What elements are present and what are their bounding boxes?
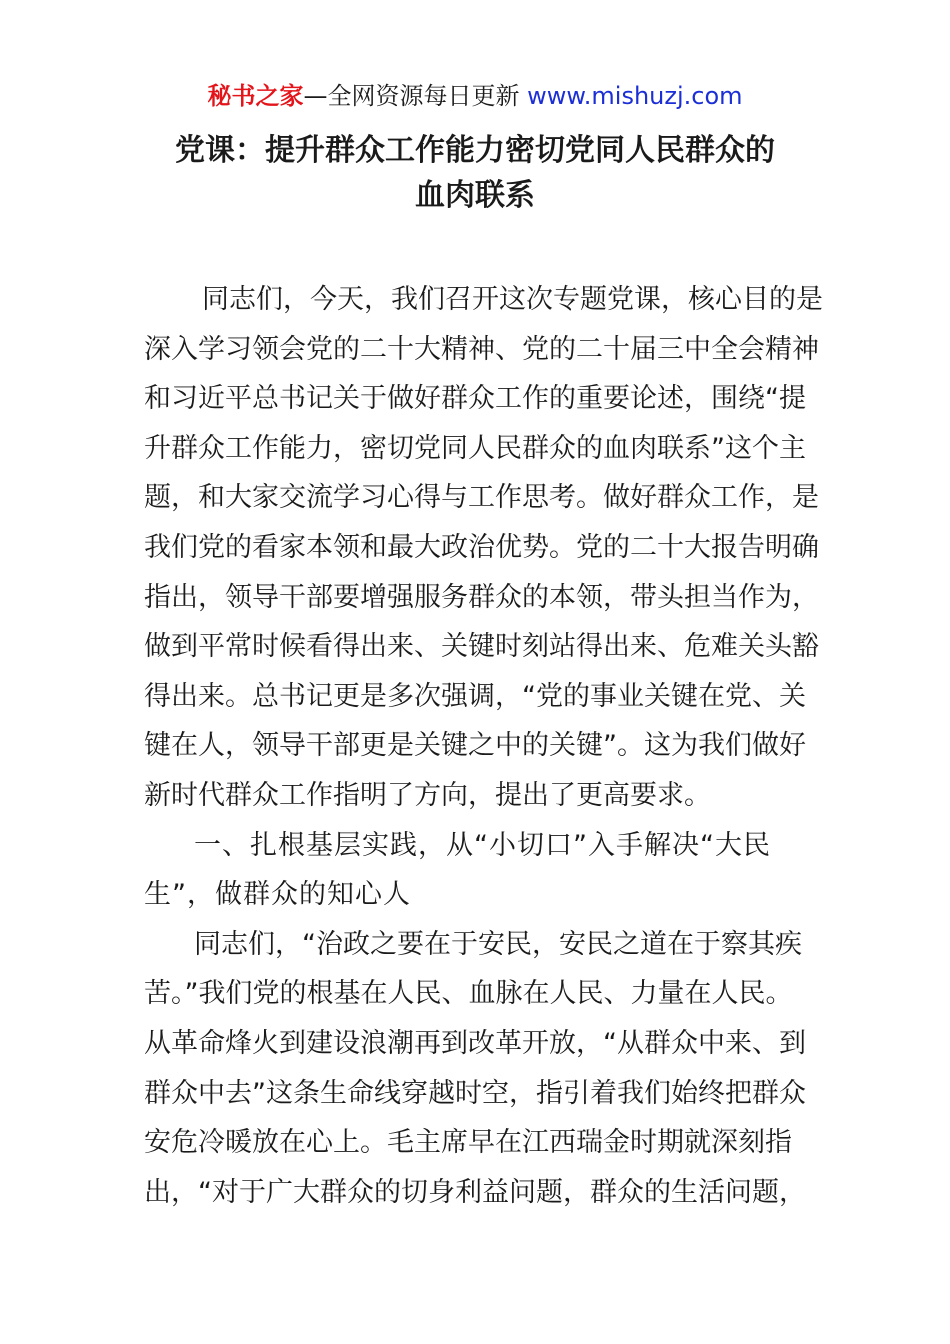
text-line: 升群众工作能力，密切党同人民群众的血肉联系”这个主 [144, 432, 806, 464]
text-line: 键在人，领导干部更是关键之中的关键”。这为我们做好 [144, 730, 806, 762]
text-line: 从革命烽火到建设浪潮再到改革开放，“从群众中来、到 [144, 1027, 806, 1059]
text-line: 同志们，“治政之要在于安民，安民之道在于察其疾 [194, 928, 802, 960]
brand-name: 秘书之家 [207, 82, 304, 110]
text-line: 出，“对于广大群众的切身利益问题，群众的生活问题， [144, 1176, 806, 1208]
site-header [0, 80, 950, 112]
text-line: 得出来。总书记更是多次强调，“党的事业关键在党、关 [144, 680, 806, 712]
text-line: 安危冷暖放在心上。毛主席早在江西瑞金时期就深刻指 [144, 1127, 792, 1159]
text-line: 同志们，今天，我们召开这次专题党课，核心目的是 [202, 284, 823, 315]
header-tagline: —全网资源每日更新 [303, 82, 528, 110]
site-url-link[interactable]: www.mishuzj.com [527, 82, 743, 110]
section-heading-1 [144, 821, 812, 920]
text-line: 深入学习领会党的二十大精神、党的二十届三中全会精神 [144, 333, 819, 365]
text-line: 新时代群众工作指明了方向，提出了更高要求。 [144, 779, 711, 811]
paragraph-section-1 [144, 920, 812, 1218]
text-line: 指出，领导干部要增强服务群众的本领，带头担当作为， [144, 581, 819, 613]
heading-line: 一、扎根基层实践，从“小切口”入手解决“大民 [194, 829, 771, 861]
text-line: 我们党的看家本领和最大政治优势。党的二十大报告明确 [144, 531, 819, 563]
text-line: 做到平常时候看得出来、关键时刻站得出来、危难关头豁 [144, 631, 819, 663]
title-line-1: 党课：提升群众工作能力密切党同人民群众的 [175, 133, 775, 168]
paragraph-intro [144, 275, 823, 821]
heading-line: 生”，做群众的知心人 [144, 879, 411, 911]
document-title [100, 128, 850, 218]
text-line: 题，和大家交流学习心得与工作思考。做好群众工作，是 [144, 482, 819, 514]
text-line: 和习近平总书记关于做好群众工作的重要论述，围绕“提 [144, 383, 806, 415]
text-line: 群众中去”这条生命线穿越时空，指引着我们始终把群众 [144, 1077, 806, 1109]
document-body [144, 275, 823, 1217]
text-line: 苦。”我们党的根基在人民、血脉在人民、力量在人民。 [144, 978, 793, 1010]
title-line-2: 血肉联系 [415, 178, 535, 213]
